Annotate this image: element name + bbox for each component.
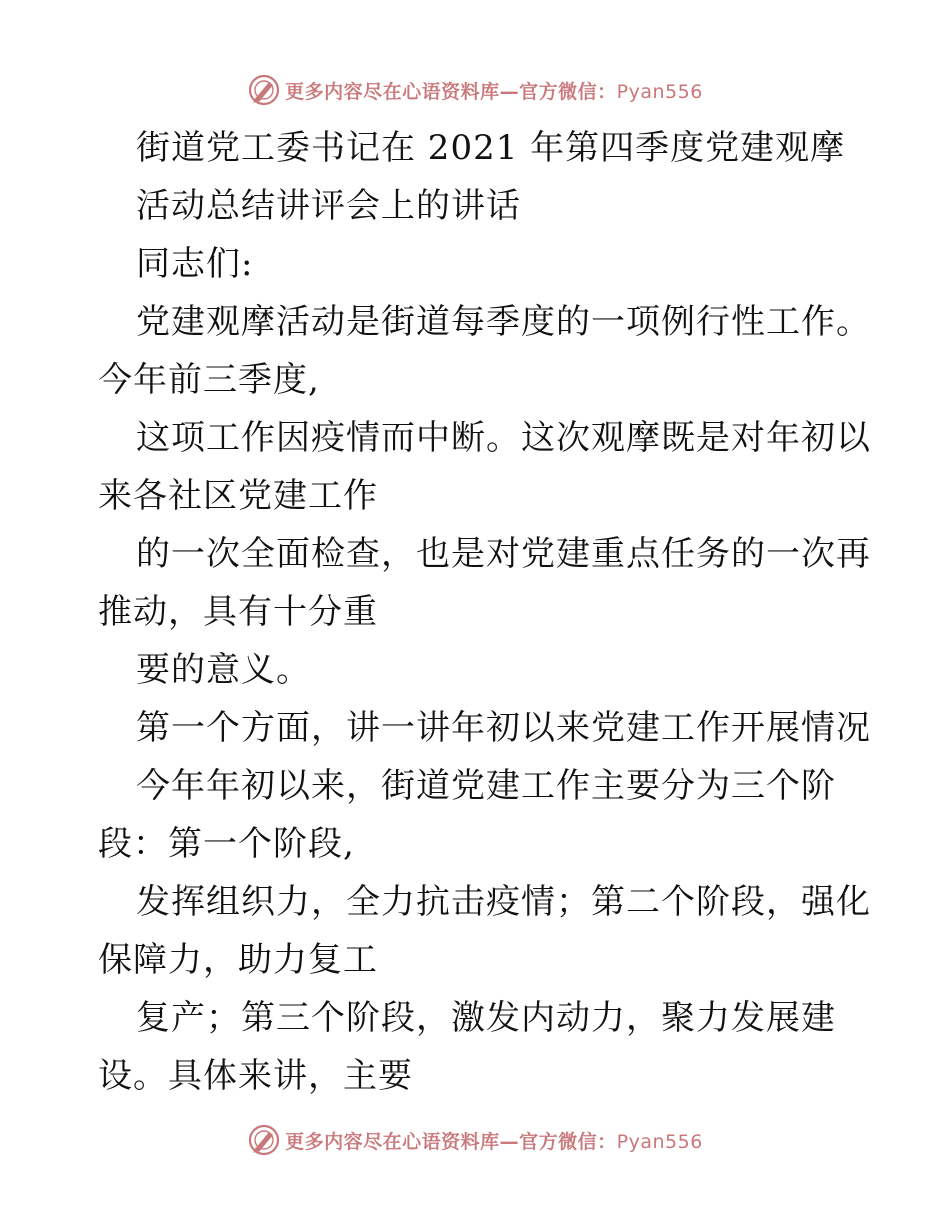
paragraph-line: 要的意义。: [136, 650, 311, 690]
paragraph-line: 推动，具有十分重: [98, 592, 378, 632]
section-heading: 第一个方面，讲一讲年初以来党建工作开展情况: [136, 708, 871, 748]
paragraph-line: 复产；第三个阶段，激发内动力，聚力发展建: [136, 998, 836, 1038]
paragraph-line: 发挥组织力，全力抗击疫情；第二个阶段，强化: [136, 882, 871, 922]
footer-banner: [0, 1120, 950, 1160]
greeting: 同志们:: [136, 244, 254, 284]
paragraph-line: 今年前三季度,: [98, 360, 320, 400]
paragraph-line: 今年年初以来，街道党建工作主要分为三个阶: [136, 766, 836, 806]
pen-logo-icon: [247, 1123, 281, 1157]
paragraph-line: 党建观摩活动是街道每季度的一项例行性工作。: [136, 302, 871, 342]
paragraph-line: 保障力，助力复工: [98, 940, 378, 980]
header-banner-handle: Pyan556: [616, 80, 703, 103]
paragraph-line: 段：第一个阶段,: [98, 824, 355, 864]
pen-logo-icon: [247, 73, 281, 107]
header-banner: [0, 70, 950, 110]
paragraph-line: 这项工作因疫情而中断。这次观摩既是对年初以: [136, 418, 871, 458]
footer-banner-text: 更多内容尽在心语资料库—官方微信：Pyan556: [285, 1130, 703, 1153]
header-banner-text: 更多内容尽在心语资料库—官方微信：Pyan556: [285, 80, 703, 103]
footer-banner-handle: Pyan556: [616, 1130, 703, 1153]
paragraph-line: 的一次全面检查，也是对党建重点任务的一次再: [136, 534, 871, 574]
document-title-line-1: 街道党工委书记在 2021 年第四季度党建观摩: [136, 128, 846, 168]
document-title-line-2: 活动总结讲评会上的讲话: [136, 186, 521, 226]
paragraph-line: 设。具体来讲，主要: [98, 1056, 413, 1096]
paragraph-line: 来各社区党建工作: [98, 476, 378, 516]
